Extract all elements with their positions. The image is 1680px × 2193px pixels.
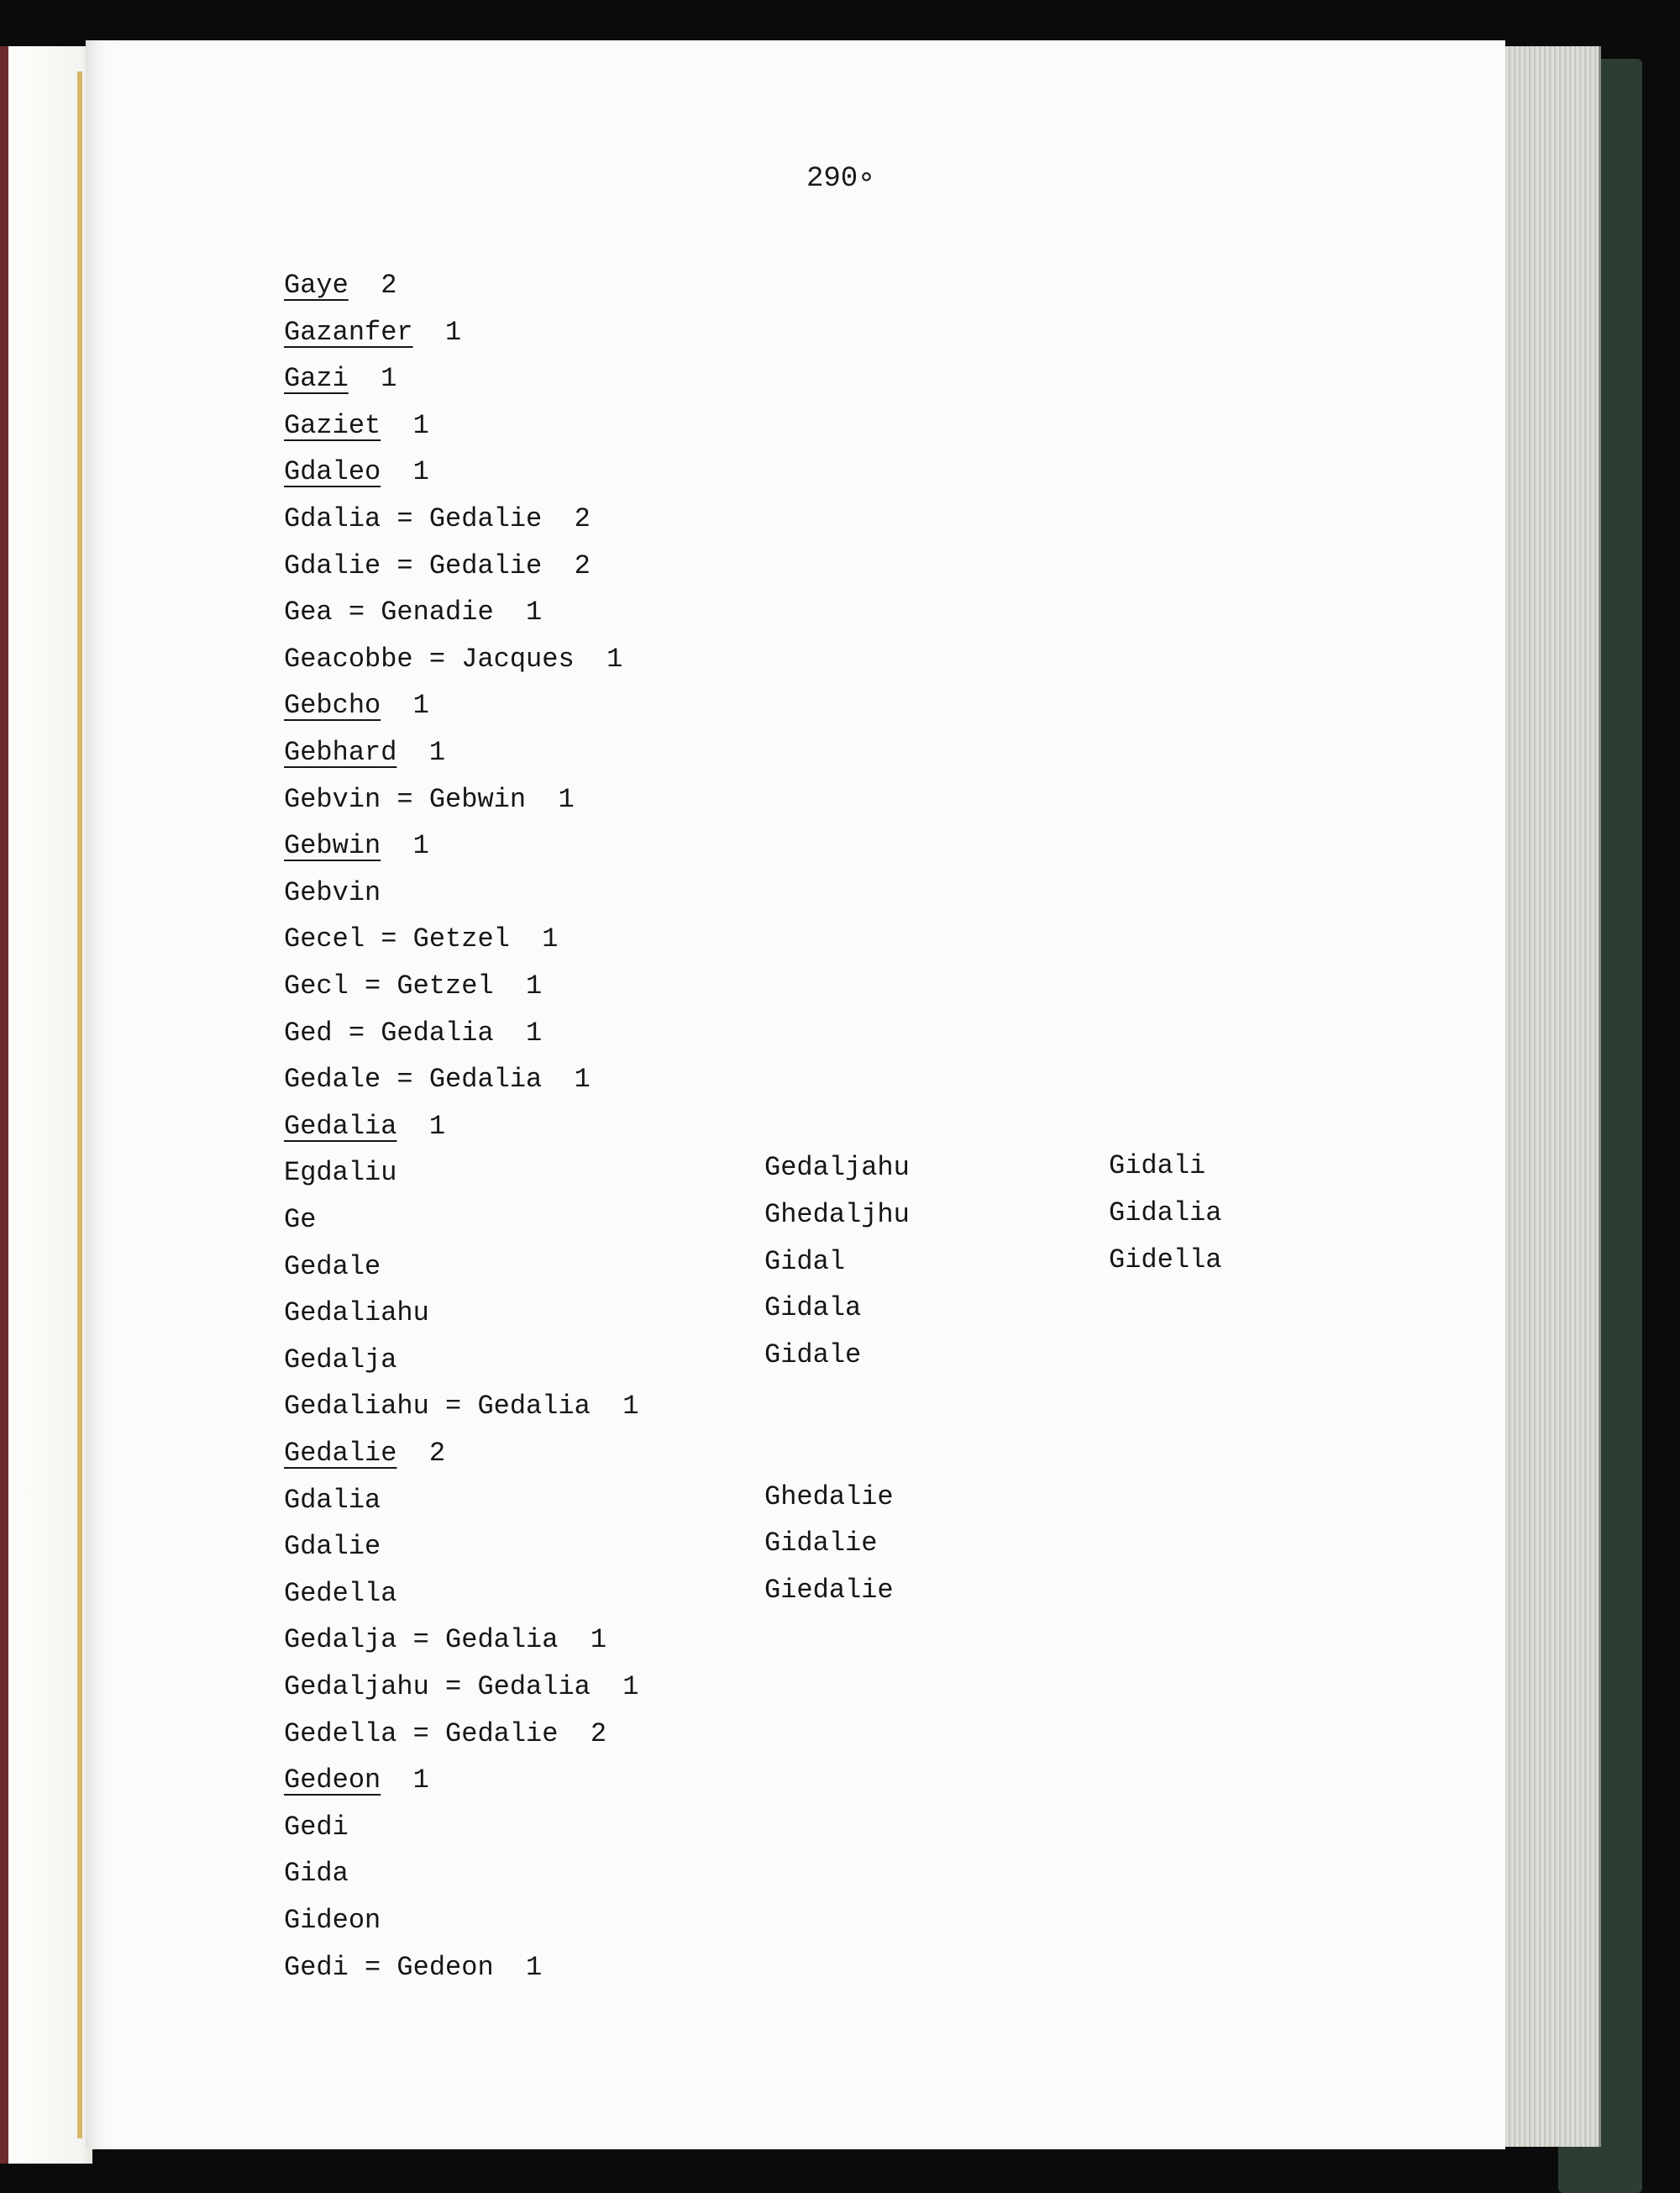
index-entry	[284, 923, 558, 956]
entry-count: 1	[558, 1624, 607, 1656]
entry-count: 1	[381, 409, 429, 441]
entry-count: 2	[542, 550, 591, 581]
index-entry	[284, 689, 429, 723]
index-entry	[284, 502, 591, 536]
entry-count: 1	[590, 1391, 639, 1423]
entry-name: Gdalie = Gedalie	[284, 550, 543, 581]
entry-name: Gedi = Gedeon	[284, 1951, 494, 1983]
variant-name: Gedaliahu	[284, 1297, 429, 1329]
variant-name: Gidale	[764, 1338, 862, 1370]
index-entry	[284, 736, 445, 770]
entry-name: Gaye	[284, 270, 349, 301]
index-entry	[284, 362, 396, 396]
entry-count: 2	[396, 1438, 446, 1469]
entry-count: 2	[348, 270, 397, 301]
entry-name: Ged = Gedalia	[284, 1017, 494, 1049]
entry-count: 1	[381, 690, 429, 722]
entry-name: Gedella = Gedalie	[284, 1717, 559, 1749]
variant-name: Gideon	[284, 1905, 381, 1936]
entry-count: 1	[396, 737, 446, 768]
index-entry	[284, 1717, 606, 1751]
page-edges	[1491, 46, 1601, 2147]
entry-name: Gebcho	[284, 690, 381, 722]
variant-name: Gidali	[1109, 1150, 1206, 1182]
entry-count: 1	[381, 830, 429, 862]
entry-name: Gecl = Getzel	[284, 970, 494, 1002]
index-entry	[284, 596, 542, 629]
entry-count: 1	[493, 1951, 543, 1983]
page-number: 290∘	[806, 163, 875, 195]
entry-name: Gecel = Getzel	[284, 923, 510, 955]
entry-count: 1	[348, 363, 397, 395]
index-entry	[284, 316, 461, 350]
index-entry	[284, 1670, 638, 1704]
index-entry	[284, 783, 575, 817]
index-entry	[284, 455, 429, 489]
entry-name: Gdaleo	[284, 456, 381, 488]
index-entry	[284, 1764, 429, 1797]
entry-name: Gazi	[284, 363, 349, 395]
index-entry	[284, 970, 542, 1003]
index-entry	[284, 269, 396, 302]
variant-name: Gedalja	[284, 1344, 397, 1375]
book-page	[86, 40, 1505, 2149]
entry-count: 1	[493, 1017, 543, 1049]
entry-count: 1	[381, 1764, 429, 1796]
entry-name: Gedalie	[284, 1438, 397, 1469]
index-entry	[284, 876, 381, 910]
entry-name: Gedalia	[284, 1110, 397, 1142]
entry-count: 1	[590, 1671, 639, 1702]
entry-name: Gaziet	[284, 409, 381, 441]
index-entry	[284, 1110, 445, 1144]
entry-name: Gedaliahu = Gedalia	[284, 1391, 591, 1423]
entry-count: 1	[412, 316, 462, 348]
entry-name: Gdalia = Gedalie	[284, 503, 543, 534]
variant-name: Gidal	[764, 1245, 846, 1277]
entry-count: 1	[526, 783, 575, 815]
index-entry	[284, 409, 429, 443]
entry-count: 1	[509, 923, 559, 955]
variant-name: Ghedalie	[764, 1480, 894, 1512]
entry-name: Gebvin	[284, 876, 381, 908]
variant-name: Gidala	[764, 1292, 862, 1324]
index-entry	[284, 829, 429, 863]
index-entry	[284, 1623, 606, 1657]
entry-count: 1	[542, 1064, 591, 1096]
index-entry	[284, 1063, 591, 1096]
index-entry	[284, 1017, 542, 1050]
entry-count: 1	[493, 597, 543, 628]
variant-name: Gidalia	[1109, 1197, 1222, 1228]
entry-name: Gea = Genadie	[284, 597, 494, 628]
entry-name: Gazanfer	[284, 316, 413, 348]
variant-name: Gidella	[1109, 1244, 1222, 1275]
variant-name: Gdalia	[284, 1484, 381, 1516]
variant-name: Gedella	[284, 1577, 397, 1609]
variant-name: Gedale	[284, 1250, 381, 1282]
entry-name: Gebwin	[284, 830, 381, 862]
index-entry	[284, 643, 622, 676]
entry-name: Gebvin = Gebwin	[284, 783, 527, 815]
index-entry	[284, 1437, 445, 1470]
entry-count: 1	[574, 643, 623, 675]
entry-name: Gedale = Gedalia	[284, 1064, 543, 1096]
variant-name: Gidalie	[764, 1528, 878, 1559]
entry-name: Gebhard	[284, 737, 397, 768]
index-entry	[284, 1951, 542, 1985]
index-entry	[284, 1390, 638, 1423]
entry-count: 2	[542, 503, 591, 534]
entry-count: 2	[558, 1717, 607, 1749]
variant-name: Gdalie	[284, 1531, 381, 1563]
variant-name: Gida	[284, 1858, 349, 1890]
variant-name: Gedi	[284, 1811, 349, 1843]
variant-name: Giedalie	[764, 1574, 894, 1606]
variant-name: Gedaljahu	[764, 1152, 910, 1184]
entry-name: Gedalja = Gedalia	[284, 1624, 559, 1656]
variant-name: Ghedaljhu	[764, 1199, 910, 1230]
left-page-gilt-edge	[77, 71, 82, 2138]
entry-count: 1	[493, 970, 543, 1002]
entry-count: 1	[396, 1110, 446, 1142]
entry-count: 1	[381, 456, 429, 488]
entry-name: Gedeon	[284, 1764, 381, 1796]
variant-name: Egdaliu	[284, 1157, 397, 1189]
index-entry	[284, 550, 591, 583]
entry-name: Geacobbe = Jacques	[284, 643, 575, 675]
variant-name: Ge	[284, 1204, 317, 1235]
entry-name: Gedaljahu = Gedalia	[284, 1671, 591, 1702]
